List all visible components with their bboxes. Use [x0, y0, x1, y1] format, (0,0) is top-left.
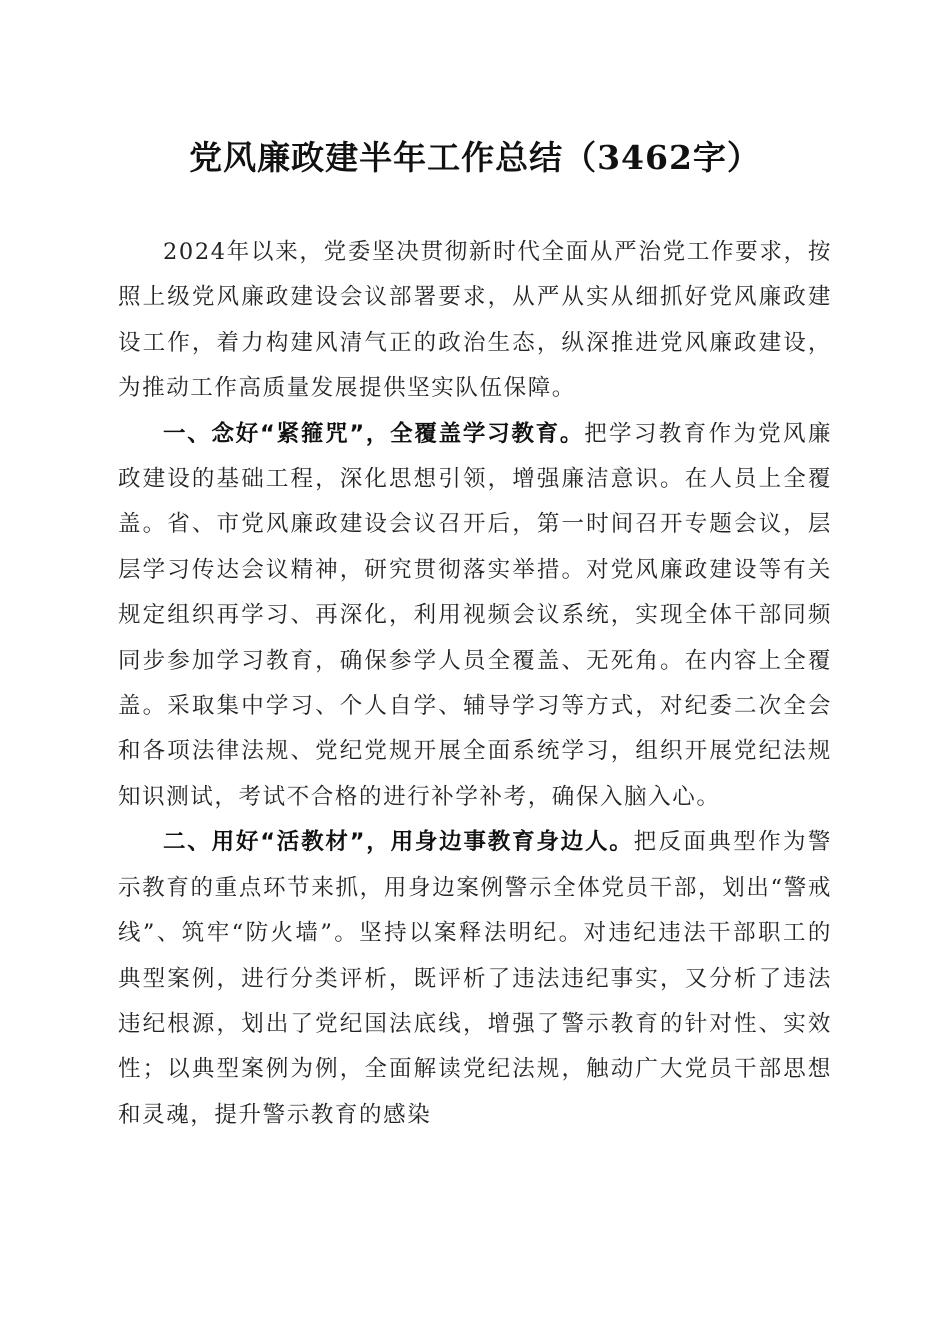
intro-paragraph-text: 2024年以来，党委坚决贯彻新时代全面从严治党工作要求，按照上级党风廉政建设会议部署要求，从严从实从细抓好党风廉政建设工作，着力构建风清气正的政治生态，纵深推进党风廉政建设，为推动工作高质量发展提供坚实队伍保障。 — [118, 239, 832, 402]
section-one-heading: 一、念好“紧箍咒”，全覆盖学习教育。 — [163, 420, 585, 447]
section-two-paragraph — [118, 820, 832, 1138]
section-one-paragraph — [118, 412, 832, 821]
intro-paragraph — [118, 230, 832, 412]
section-two-text: 把反面典型作为警示教育的重点环节来抓，用身边案例警示全体党员干部，划出“警戒线”、筑牢“防火墙”。坚持以案释法明纪。对违纪违法干部职工的典型案例，进行分类评析，既评析了违法违纪事实，又分析了违法违纪根源，划出了党纪国法底线，增强了警示教育的针对性、实效性；以典型案例为例，全面解读党纪法规，触动广大党员干部思想和灵魂，提升警示教育的感染 — [118, 829, 832, 1128]
document-title: 党风廉政建半年工作总结（3462字） — [189, 138, 761, 177]
section-one-text: 把学习教育作为党风廉政建设的基础工程，深化思想引领，增强廉洁意识。在人员上全覆盖。省、市党风廉政建设会议召开后，第一时间召开专题会议，层层学习传达会议精神，研究贯彻落实举措。对党风廉政建设等有关规定组织再学习、再深化，利用视频会议系统，实现全体干部同频同步参加学习教育，确保参学人员全覆盖、无死角。在内容上全覆盖。采取集中学习、个人自学、辅导学习等方式，对纪委二次全会和各项法律法规、党纪党规开展全面系统学习，组织开展党纪法规知识测试，考试不合格的进行补学补考，确保入脑入心。 — [118, 420, 832, 810]
document-body — [118, 230, 832, 1138]
section-two-heading: 二、用好“活教材”，用身边事教育身边人。 — [163, 829, 634, 856]
